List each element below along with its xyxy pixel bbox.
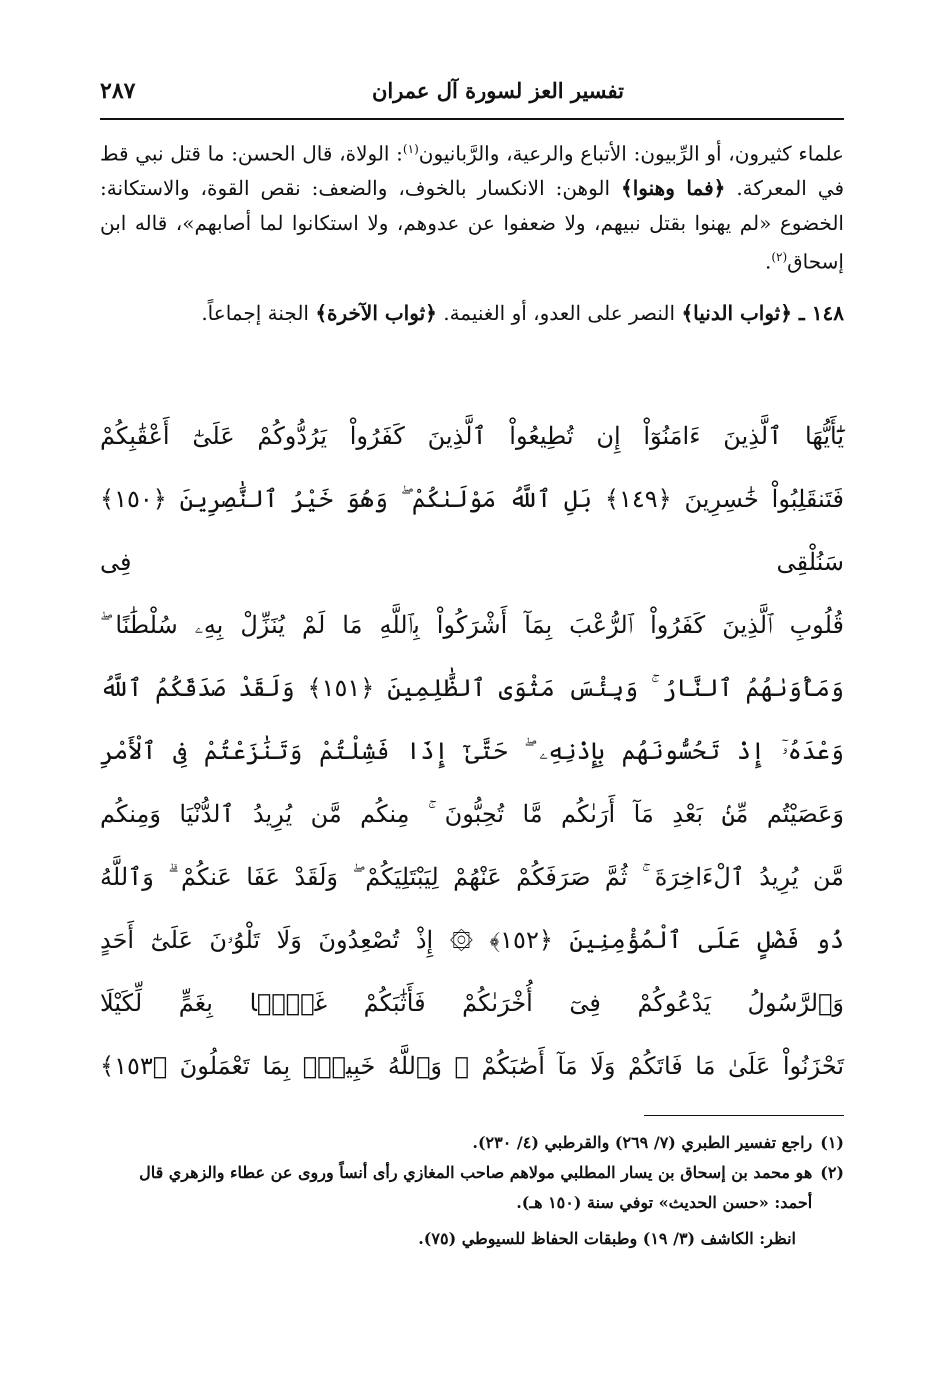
running-title: تفسير العز لسورة آل عمران (371, 78, 624, 103)
quran-line: قُلُوبِ ٱلَّذِينَ كَفَرُواْ ٱلرُّعْبَ بِمَآ أَشْرَكُواْ بِٱللَّهِ مَا لَمْ يُنَزِّلْ بِهِۦ سُلْطَٰنًا ۖ (100, 611, 844, 639)
quran-quote: ﴿ثواب الآخرة﴾ (315, 301, 437, 326)
footnote-2 (100, 1158, 844, 1218)
footnote-1 (100, 1128, 844, 1158)
quran-quote: ﴿فما وهنوا﴾ (621, 176, 726, 201)
footnote-text: راجع تفسير الطبري (٧/ ٢٦٩) والقرطبي (٤/ ٢٣٠). (472, 1133, 813, 1152)
footnote-text: هو محمد بن إسحاق بن يسار المطلبي مولاهم صاحب المغازي رأى أنساً وروى عن عطاء والزهري قال أحمد: «حسن الحديث» توفي سنة (١٥٠ هـ). (139, 1163, 813, 1212)
commentary-paragraph-148 (100, 296, 844, 331)
commentary-paragraph (100, 132, 844, 279)
page-header (100, 78, 844, 114)
header-rule (100, 118, 844, 120)
quran-block (100, 405, 844, 1098)
quran-quote: ﴿ثواب الدنيا﴾ (681, 301, 792, 326)
quran-line: وَٱلرَّسُولُ يَدْعُوكُمْ فِىٓ أُخْرَىٰكُمْ فَأَثَٰبَكُمْ غَمًّۢا بِغَمٍّ لِّكَيْلَا (100, 989, 844, 1017)
text: الوهن: الانكسار بالخوف، والضعف: نقص القوة، والاستكانة: الخضوع «لم يهنوا بقتل نبيهم، ولا ضعفوا عن عدوهم، ولا استكانوا لما أصابهم»، قاله ابن إسحاق (100, 176, 844, 274)
quran-line: وَعَصَيْتُم مِّنۢ بَعْدِ مَآ أَرَىٰكُم مَّا تُحِبُّونَ ۚ مِنكُم مَّن يُرِيدُ ٱلدُّنْيَا وَمِنكُم (100, 800, 844, 828)
footnotes (100, 1128, 844, 1254)
text: . (764, 249, 772, 274)
quran-line: فَتَنقَلِبُواْ خَٰسِرِينَ ﴿١٤٩﴾ بَلِ ٱللَّهُ مَوْلَىٰكُمْ ۖ وَهُوَ خَيْرُ ٱلنَّٰصِرِينَ ﴿١٥٠﴾ سَنُلْقِى فِى (100, 485, 845, 576)
footnote-rule (644, 1115, 844, 1116)
footnote-ref: (٢) (771, 250, 788, 265)
text: علماء كثيرون، أو الرِّبيون: الأتباع والرعية، والرَّبانيون (418, 141, 844, 166)
quran-line: مَّن يُرِيدُ ٱلْءَاخِرَةَ ۚ ثُمَّ صَرَفَكُمْ عَنْهُمْ لِيَبْتَلِيَكُمْ ۖ وَلَقَدْ عَفَا عَنكُمْ ۗ وَٱللَّهُ (100, 863, 844, 891)
quran-line: تَحْزَنُواْ عَلَىٰ مَا فَاتَكُمْ وَلَا مَآ أَصَٰبَكُمْ ۗ وَٱللَّهُ خَبِيرٌۢ بِمَا تَعْمَلُونَ ﴿١٥٣﴾ (100, 1052, 844, 1080)
commentary (100, 132, 844, 348)
quran-line: وَمَأْوَىٰهُمُ ٱلنَّارُ ۚ وَبِئْسَ مَثْوَى ٱلظَّٰلِمِينَ ﴿١٥١﴾ وَلَقَدْ صَدَقَكُمُ ٱللَّهُ (100, 674, 844, 702)
text: الجنة إجماعاً. (201, 301, 316, 326)
footnote-number: (٢) (820, 1163, 844, 1182)
verse-number: ١٤٨ ـ (791, 301, 844, 326)
quran-line: يَٰٓأَيُّهَا ٱلَّذِينَ ءَامَنُوٓاْ إِن تُطِيعُواْ ٱلَّذِينَ كَفَرُواْ يَرُدُّوكُمْ عَلَىٰٓ أَعْقَٰبِكُمْ (100, 422, 844, 450)
footnote-ref: (١) (402, 142, 419, 156)
page-number: ٢٨٧ (100, 78, 136, 104)
footnote-2-reference: انظر: الكاشف (٣/ ١٩) وطبقات الحفاظ للسيوطي (٧٥). (418, 1229, 796, 1248)
text: : الولاة، قال الحسن: ما قتل نبي قط في المعركة. (100, 141, 844, 201)
footnote-number: (١) (820, 1133, 844, 1152)
quran-line: وَعْدَهُۥٓ إِذْ تَحُسُّونَهُم بِإِذْنِهِۦ ۖ حَتَّىٰٓ إِذَا فَشِلْتُمْ وَتَنَٰزَعْتُمْ فِى ٱلْأَمْرِ (100, 737, 844, 765)
quran-line: ذُو فَضْلٍ عَلَى ٱلْمُؤْمِنِينَ ﴿١٥٢﴾ ۞ إِذْ تُصْعِدُونَ وَلَا تَلْوُۥنَ عَلَىٰٓ أَحَدٍ (100, 926, 845, 954)
text: النصر على العدو، أو الغنيمة. (436, 301, 682, 326)
